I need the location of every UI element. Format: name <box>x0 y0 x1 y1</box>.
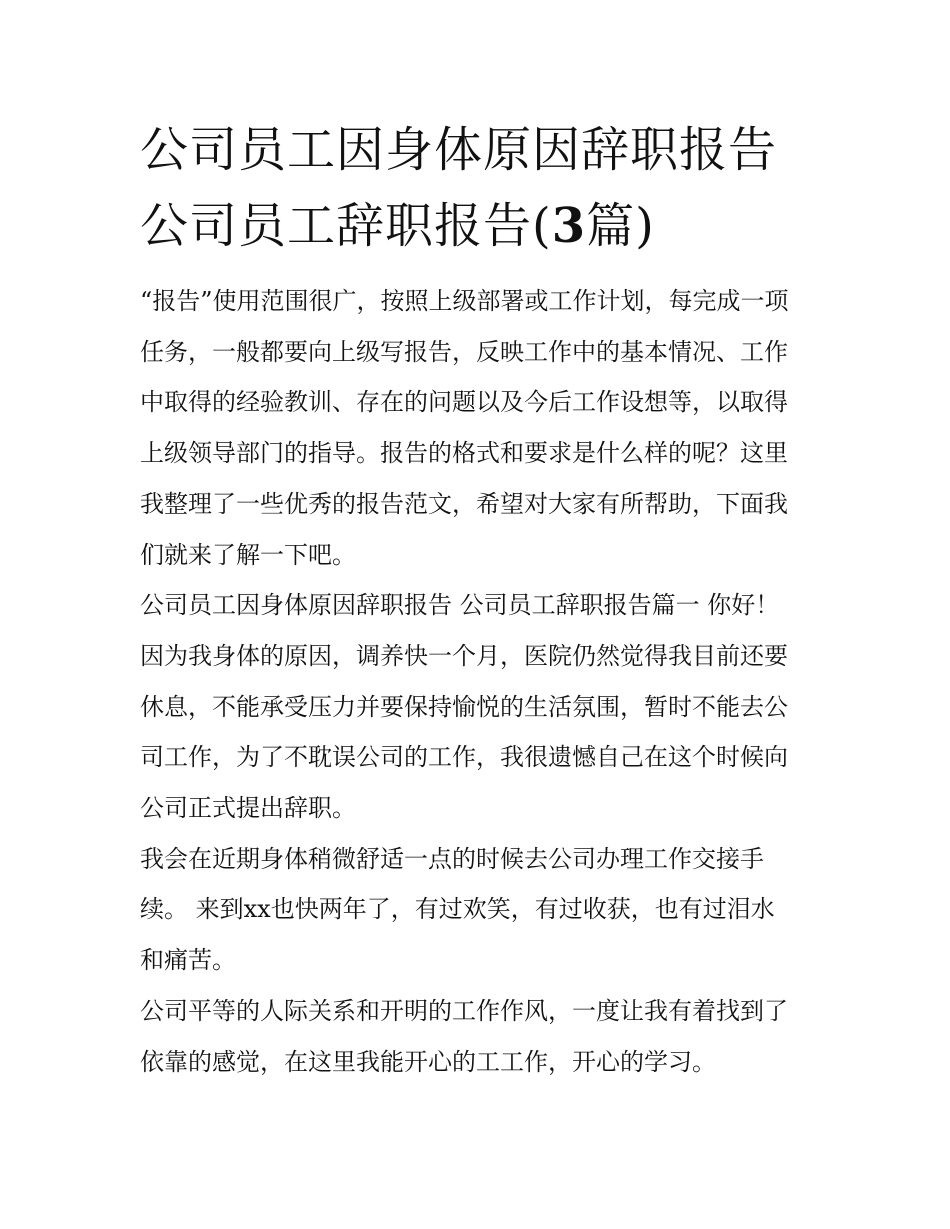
text-line: 中取得的经验教训、存在的问题以及今后工作设想等，以取得 <box>140 388 788 417</box>
paragraph-intro <box>140 276 812 580</box>
text-line: 公司平等的人际关系和开明的工作作风，一度让我有着找到了 <box>140 996 788 1025</box>
document-body <box>140 276 812 1087</box>
paragraph-company <box>140 986 812 1087</box>
title-line-2-suffix: 篇) <box>586 198 655 254</box>
document-title <box>140 112 820 264</box>
title-line-2-prefix: 公司员工辞职报告( <box>140 198 552 254</box>
text-line: 公司员工因身体原因辞职报告 公司员工辞职报告篇一 你好！ <box>140 591 780 620</box>
text-line: 司工作，为了不耽误公司的工作，我很遗憾自己在这个时候向 <box>140 743 788 772</box>
text-line: 和痛苦。 <box>140 946 236 975</box>
text-line: 因为我身体的原因，调养快一个月，医院仍然觉得我目前还要 <box>140 641 788 670</box>
text-line: 上级领导部门的指导。报告的格式和要求是什么样的呢？这里 <box>140 439 788 468</box>
paragraph-letter-opening <box>140 580 812 834</box>
title-line-2-number: 3 <box>551 198 587 254</box>
text-line: “报告”使用范围很广，按照上级部署或工作计划，每完成一项 <box>140 287 789 315</box>
text-line: 我会在近期身体稍微舒适一点的时候去公司办理工作交接手 <box>140 844 764 873</box>
paragraph-handover <box>140 834 812 986</box>
text-line: 休息，不能承受压力并要保持愉悦的生活氛围，暂时不能去公 <box>140 692 788 721</box>
title-line-1: 公司员工因身体原因辞职报告 <box>140 122 778 178</box>
text-line: 公司正式提出辞职。 <box>140 794 356 823</box>
text-line: 任务，一般都要向上级写报告，反映工作中的基本情况、工作 <box>140 337 788 366</box>
text-line: 们就来了解一下吧。 <box>140 540 356 569</box>
text-line: 续。 来到xx也快两年了，有过欢笑，有过收获，也有过泪水 <box>140 895 775 924</box>
title-line-2 <box>140 188 820 264</box>
text-line: 我整理了一些优秀的报告范文，希望对大家有所帮助，下面我 <box>140 489 788 518</box>
text-line: 依靠的感觉，在这里我能开心的工工作，开心的学习。 <box>140 1047 716 1076</box>
